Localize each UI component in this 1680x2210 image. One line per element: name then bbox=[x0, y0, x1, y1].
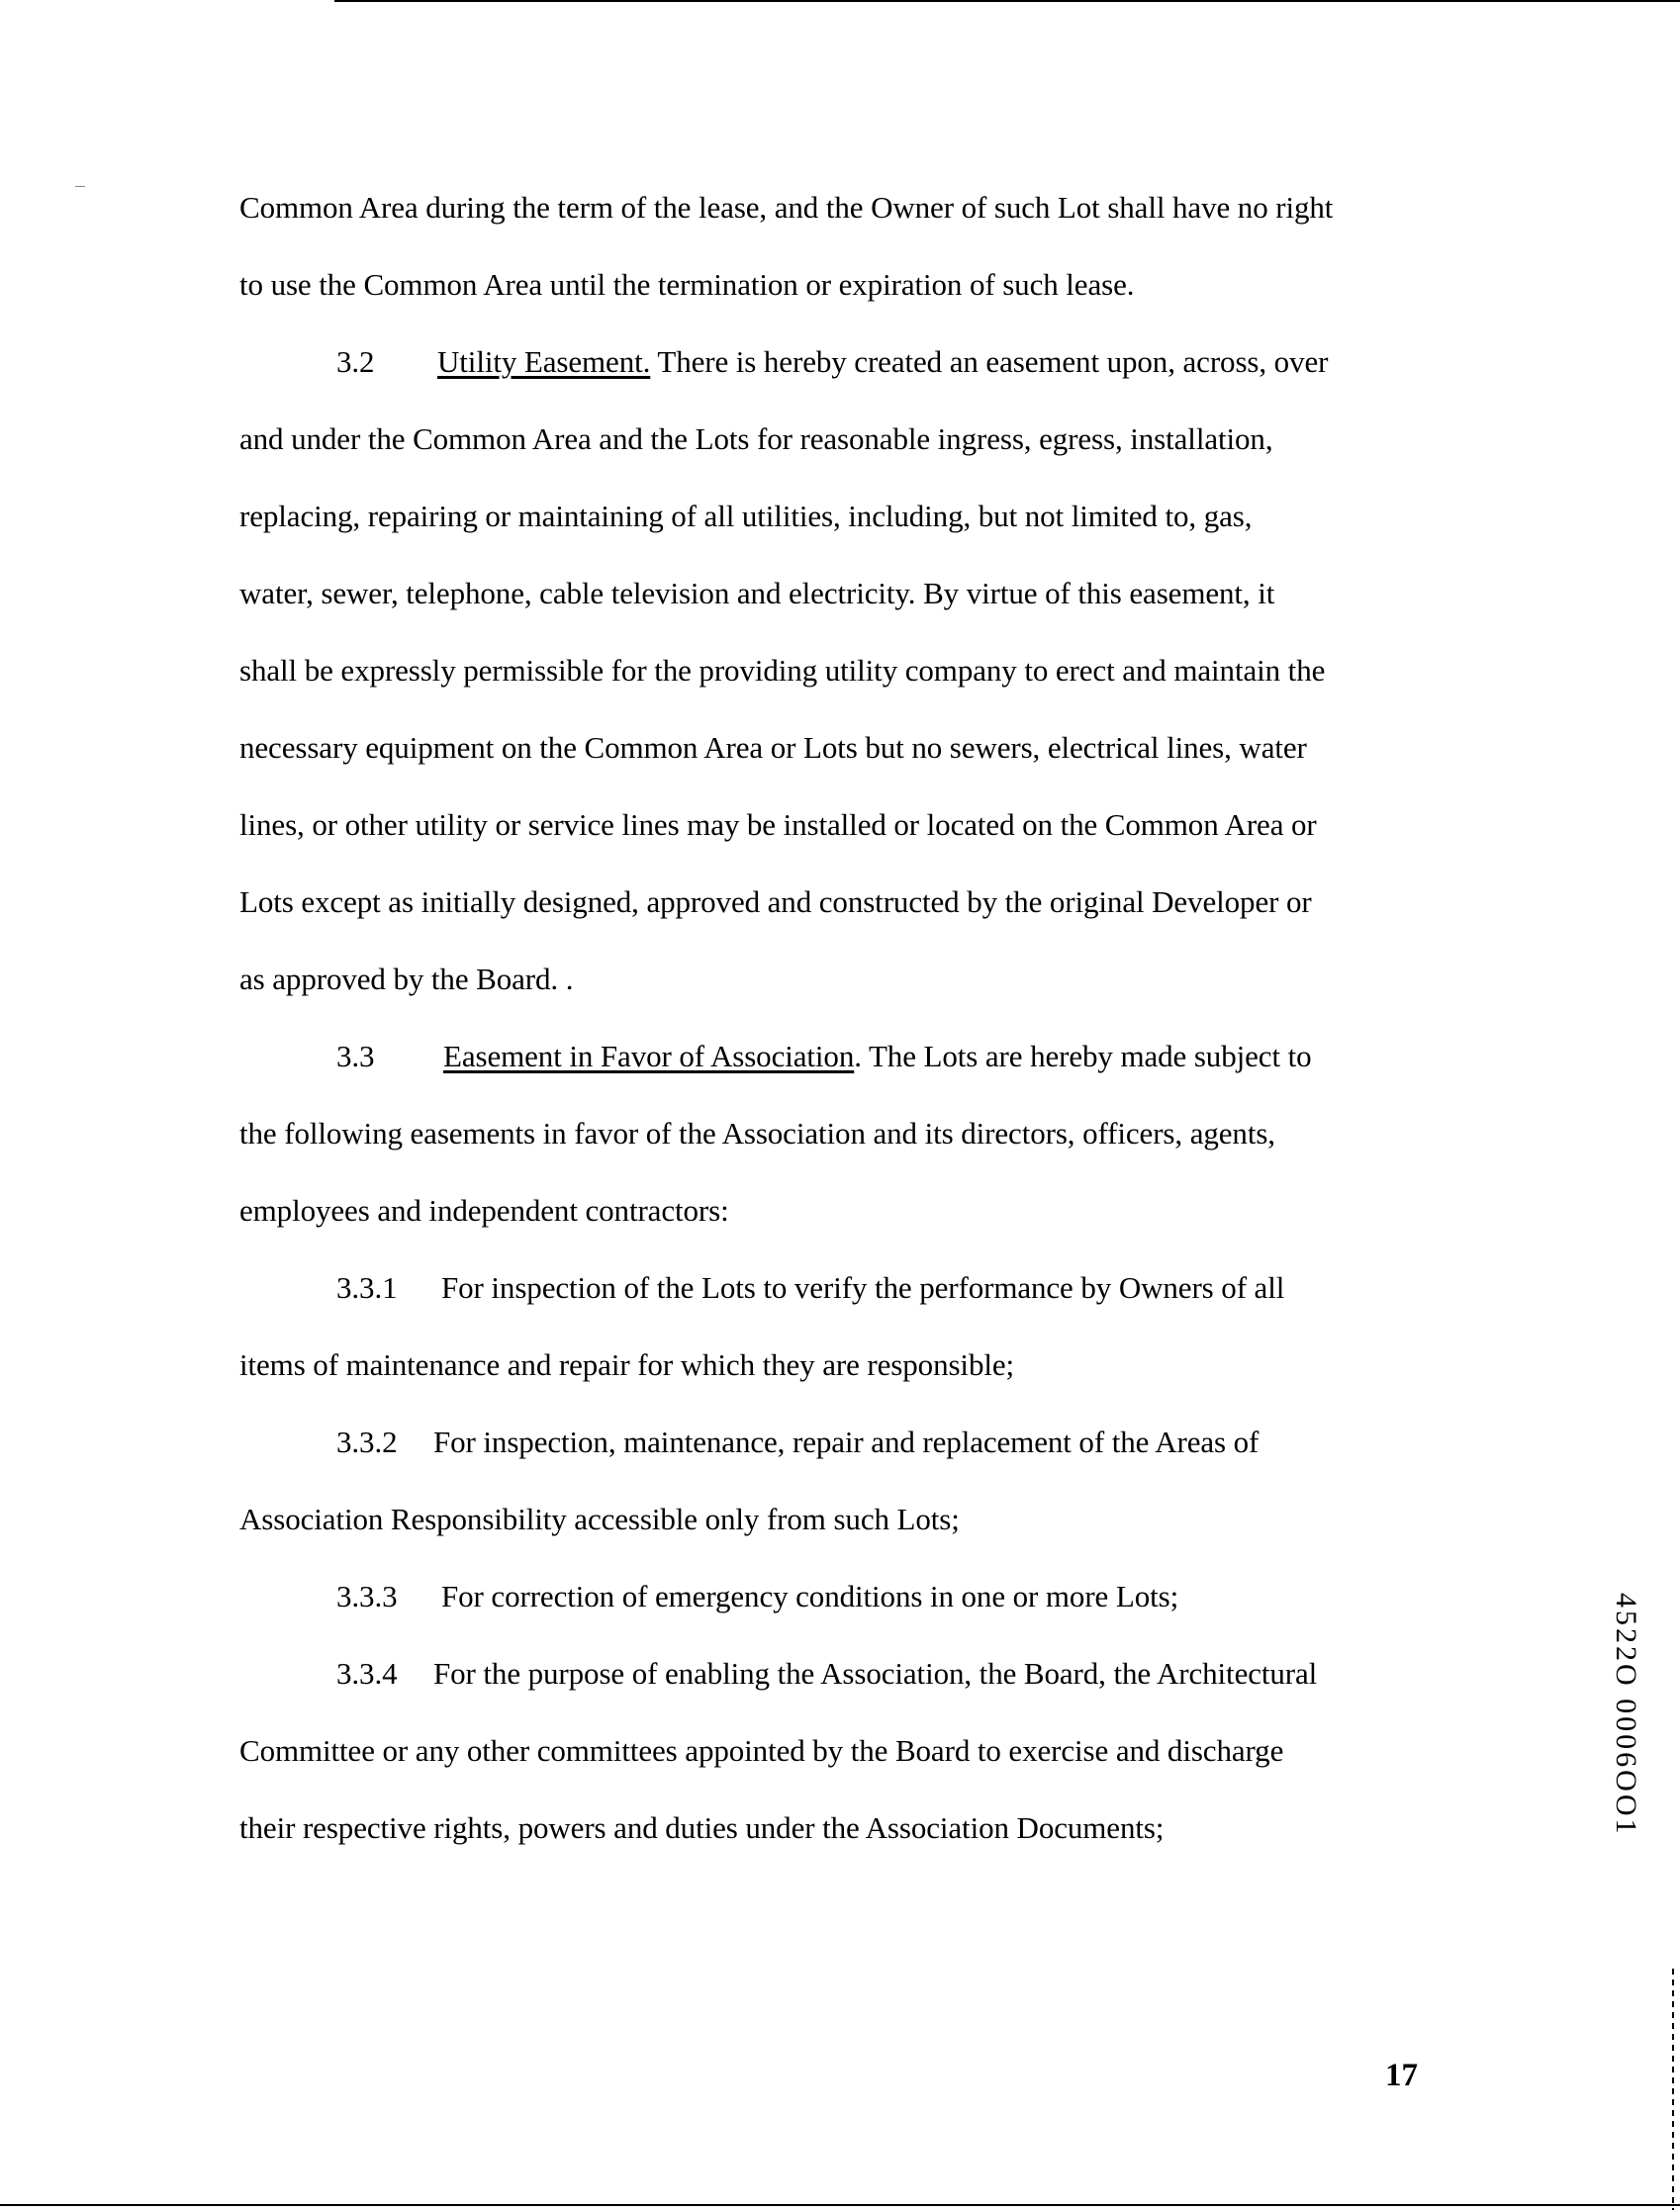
scan-top-rule bbox=[334, 0, 1680, 2]
text-line: and under the Common Area and the Lots for reasonable ingress, egress, installation, bbox=[239, 421, 1273, 456]
text-line: the following easements in favor of the Association and its directors, officers, agents, bbox=[239, 1116, 1275, 1151]
section-3-3-2-line bbox=[336, 1423, 1259, 1462]
section-3-3-1-line bbox=[336, 1268, 1284, 1308]
text-line: employees and independent contractors: bbox=[239, 1193, 729, 1228]
bates-number: 4522O 0006OO1 bbox=[1610, 1593, 1642, 1837]
text-line: replacing, repairing or maintaining of all utilities, including, but not limited to, gas, bbox=[239, 499, 1253, 533]
section-text: For the purpose of enabling the Association, the Board, the Architectural bbox=[433, 1656, 1318, 1691]
section-number: 3.3.3 bbox=[336, 1579, 398, 1613]
section-text: For inspection of the Lots to verify the performance by Owners of all bbox=[441, 1270, 1285, 1305]
section-text: There is hereby created an easement upon, across, over bbox=[650, 344, 1329, 379]
text-line: their respective rights, powers and duties under the Association Documents; bbox=[239, 1810, 1165, 1845]
section-3-2-heading-line bbox=[336, 342, 1328, 382]
section-text: . The Lots are hereby made subject to bbox=[854, 1039, 1312, 1073]
section-number: 3.3.4 bbox=[336, 1656, 398, 1691]
text-line: items of maintenance and repair for which they are responsible; bbox=[239, 1347, 1015, 1382]
section-text: For correction of emergency conditions in one or more Lots; bbox=[441, 1579, 1179, 1613]
section-number: 3.3.2 bbox=[336, 1425, 398, 1459]
section-text: For inspection, maintenance, repair and replacement of the Areas of bbox=[433, 1425, 1260, 1459]
page-number: 17 bbox=[1385, 2058, 1418, 2093]
text-line: lines, or other utility or service lines may be installed or located on the Common Area or bbox=[239, 807, 1317, 842]
scan-stray-mark bbox=[75, 186, 85, 187]
scan-bottom-rule bbox=[0, 2204, 1680, 2206]
section-3-3-4-line bbox=[336, 1654, 1317, 1694]
text-line: necessary equipment on the Common Area or Lots but no sewers, electrical lines, water bbox=[239, 730, 1307, 765]
scan-side-rule bbox=[1672, 1969, 1674, 2210]
section-number: 3.3 bbox=[336, 1039, 375, 1073]
text-line: as approved by the Board. . bbox=[239, 962, 574, 996]
section-number: 3.2 bbox=[336, 344, 375, 379]
text-line: Common Area during the term of the lease, and the Owner of such Lot shall have no right bbox=[239, 190, 1334, 225]
section-title: Easement in Favor of Association bbox=[443, 1039, 855, 1073]
section-3-3-heading-line bbox=[336, 1037, 1312, 1076]
section-title: Utility Easement. bbox=[437, 344, 651, 379]
text-line: to use the Common Area until the termination or expiration of such lease. bbox=[239, 267, 1135, 302]
text-line: Lots except as initially designed, approved and constructed by the original Developer or bbox=[239, 884, 1312, 919]
section-number: 3.3.1 bbox=[336, 1270, 398, 1305]
section-3-3-3-line bbox=[336, 1577, 1178, 1616]
text-line: water, sewer, telephone, cable television and electricity. By virtue of this easement, it bbox=[239, 576, 1275, 610]
text-line: shall be expressly permissible for the providing utility company to erect and maintain the bbox=[239, 653, 1326, 688]
text-line: Committee or any other committees appointed by the Board to exercise and discharge bbox=[239, 1733, 1284, 1768]
bates-stamp bbox=[1611, 1593, 1650, 1860]
text-line: Association Responsibility accessible only from such Lots; bbox=[239, 1502, 960, 1536]
